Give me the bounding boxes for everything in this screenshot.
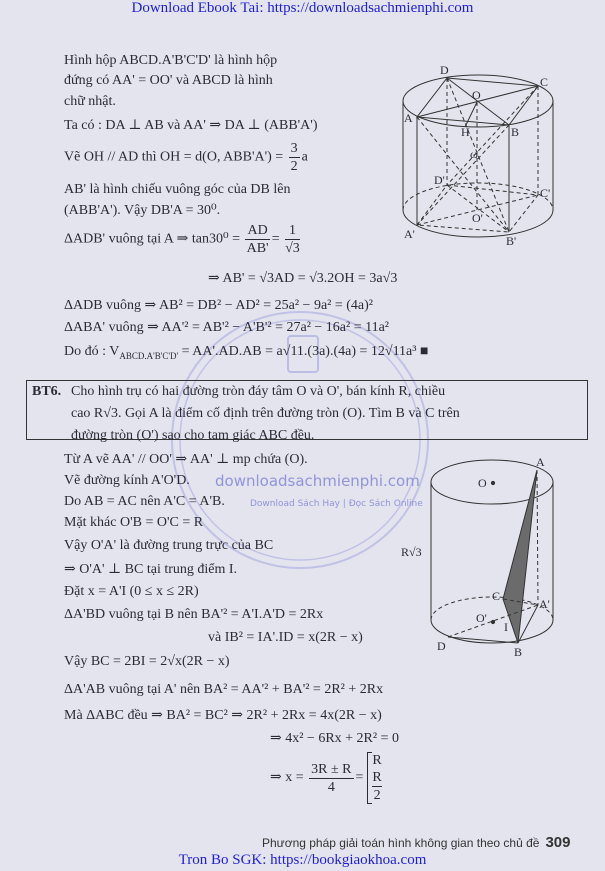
- label-A: A: [536, 455, 545, 469]
- subscript: ABCD.A'B'C'D': [119, 350, 179, 361]
- label-O-prime: O': [476, 611, 487, 625]
- label-B-prime: B': [506, 234, 517, 248]
- text: = AA'.AD.AB = a√11.(3a).(4a) = 12√11a³ ■: [178, 344, 429, 359]
- text: Do đó : V: [64, 344, 120, 359]
- text-line: đứng có AA' = OO' và ABCD là hình: [64, 73, 273, 88]
- case-2-num: R: [372, 770, 382, 785]
- label-O: O: [472, 88, 481, 102]
- label-I: I: [504, 620, 508, 634]
- footer-sgk-link[interactable]: Tron Bo SGK: https://bookgiaokhoa.com: [178, 852, 427, 868]
- text-line: và IB² = IA'.ID = x(2R − x): [208, 630, 363, 645]
- text-line: Cho hình trụ có hai đường tròn đáy tâm O và O', bán kính R, chiều: [71, 384, 446, 399]
- denominator: 4: [327, 779, 335, 795]
- denominator: √3: [285, 241, 300, 256]
- text-line: ⇒ O'A' ⊥ BC tại trung điểm I.: [64, 562, 238, 577]
- text-line: ΔABA' vuông ⇒ AA'² = AB'² − A'B'² = 27a² − 16a² = 11a²: [64, 320, 389, 335]
- problem-label: BT6.: [32, 384, 62, 399]
- numerator: 3R ± R: [311, 761, 352, 777]
- text-line: Hình hộp ABCD.A'B'C'D' là hình hộp: [64, 53, 278, 68]
- equals: =: [271, 231, 280, 247]
- text: ΔADB' vuông tại A ⇒ tan30⁰ =: [64, 231, 240, 247]
- text-line: Đặt x = A'I (0 ≤ x ≤ 2R): [64, 584, 199, 599]
- text-line: Từ A vẽ AA' // OO' ⇒ AA' ⊥ mp chứa (O).: [64, 452, 308, 467]
- label-D: D: [437, 639, 446, 653]
- footer-text: Phương pháp giải toán hình không gian theo chủ đề: [262, 836, 540, 850]
- text: a: [301, 149, 308, 165]
- text-line: chữ nhật.: [64, 94, 116, 109]
- text-line: đường tròn (O') sao cho tam giác ABC đều.: [71, 428, 315, 443]
- label-A-prime: A': [404, 227, 415, 241]
- label-omega: ω: [470, 147, 478, 161]
- label-D: D: [440, 63, 449, 77]
- text-line: Vậy O'A' là đường trung trực của BC: [64, 538, 274, 553]
- text-line: ΔA'BD vuông tại B nên BA'² = A'I.A'D = 2Rx: [64, 607, 324, 622]
- label-C-prime: C': [540, 186, 551, 200]
- header-download-link[interactable]: Download Ebook Tai: https://downloadsachmienphi.com: [131, 0, 474, 16]
- text-line: cao R√3. Gọi A là điểm cố định trên đường tròn (O). Tìm B và C trên: [71, 406, 460, 421]
- label-C: C: [492, 589, 501, 603]
- text: ⇒ x =: [270, 770, 304, 786]
- label-A-prime: A': [539, 597, 550, 611]
- watermark-tagline: Download Sách Hay | Đọc Sách Online: [250, 499, 423, 509]
- watermark-site: downloadsachmienphi.com: [215, 472, 420, 490]
- text-line: ΔADB vuông ⇒ AB² = DB² − AD² = 25a² − 9a² = (4a)²: [64, 298, 373, 313]
- text-line: ⇒ 4x² − 6Rx + 2R² = 0: [270, 731, 399, 746]
- page-footer: [262, 834, 570, 851]
- label-A: A: [404, 111, 413, 125]
- numerator: 1: [285, 222, 300, 240]
- denominator: AB': [246, 241, 269, 256]
- text-line: Vậy BC = 2BI = 2√x(2R − x): [64, 654, 230, 669]
- text-line: AB' là hình chiếu vuông góc của DB lên: [64, 182, 291, 197]
- text-line: (ABB'A'). Vậy DB'A = 30⁰.: [64, 203, 221, 218]
- text-line: Do AB = AC nên A'C = A'B.: [64, 494, 225, 509]
- label-R-sqrt3: R√3: [401, 545, 422, 559]
- numerator: AD: [247, 223, 268, 238]
- text-line: Mà ΔABC đều ⇒ BA² = BC² ⇒ 2R² + 2Rx = 4x(2R − x): [64, 708, 382, 723]
- page-number: 309: [545, 834, 571, 851]
- label-H: H: [461, 125, 470, 139]
- numerator: 3: [290, 141, 298, 156]
- label-B: B: [514, 645, 523, 659]
- text: Vẽ OH // AD thì OH = d(O, ABB'A') =: [64, 149, 284, 165]
- label-B: B: [511, 125, 520, 139]
- label-C: C: [540, 75, 549, 89]
- text-line: Vẽ đường kính A'O'D.: [64, 473, 190, 488]
- case-1: R: [372, 753, 382, 768]
- label-D-prime: D': [434, 173, 445, 187]
- text-line: Ta có : DA ⊥ AB và AA' ⇒ DA ⊥ (ABB'A'): [64, 118, 318, 133]
- equals: =: [355, 770, 364, 786]
- text-line: ⇒ AB' = √3AD = √3.2OH = 3a√3: [208, 271, 398, 286]
- denominator: 2: [290, 159, 298, 174]
- text-line: Mặt khác O'B = O'C = R: [64, 515, 204, 530]
- case-2-den: 2: [373, 788, 381, 803]
- label-O: O: [478, 476, 487, 490]
- text-line: ΔA'AB vuông tại A' nên BA² = AA'² + BA'² = 2R² + 2Rx: [64, 682, 384, 697]
- label-O-prime: O': [472, 211, 483, 225]
